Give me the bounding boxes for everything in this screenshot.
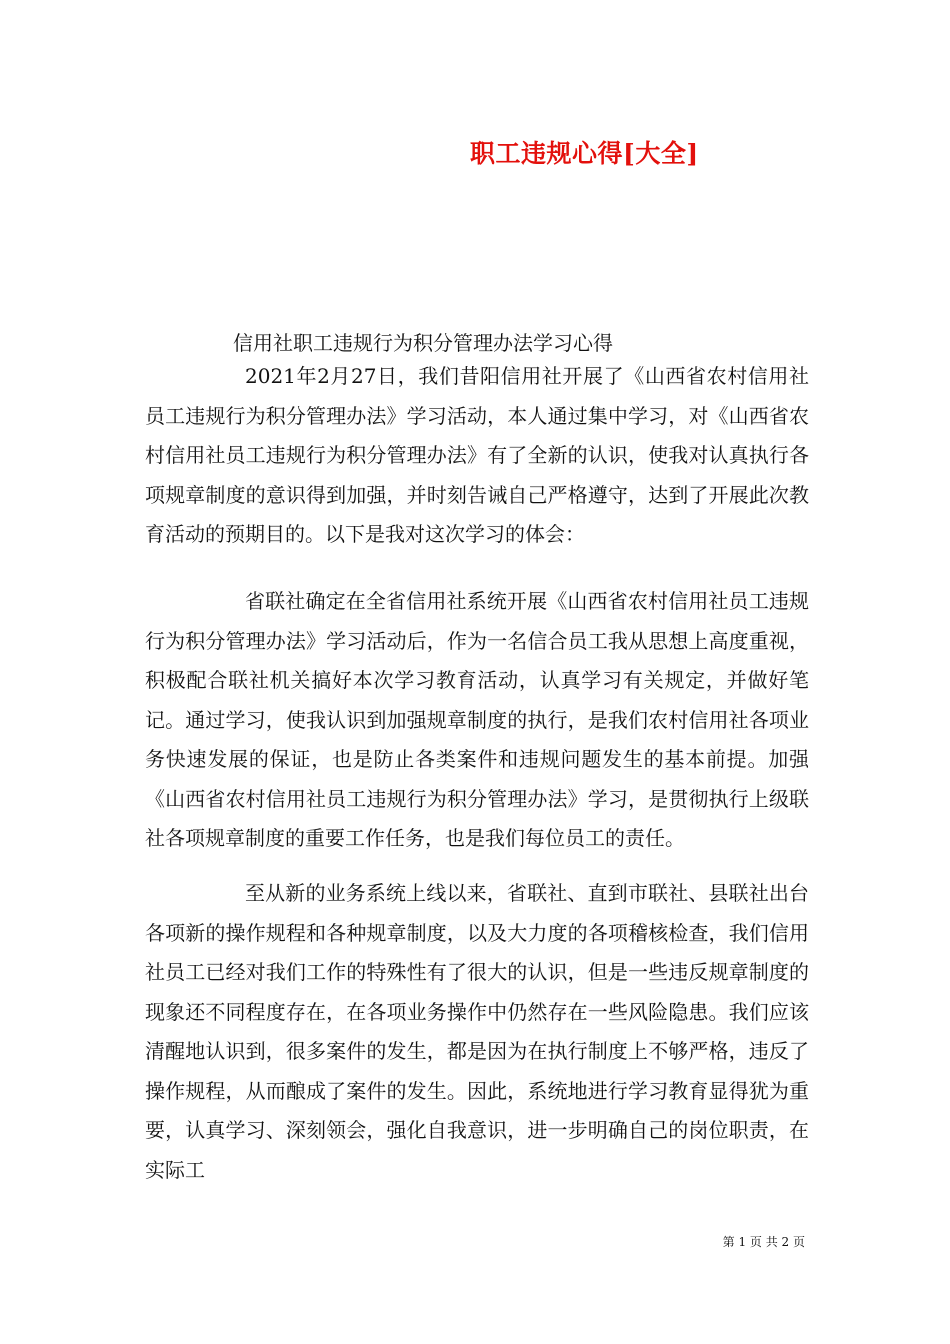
document-title: 职工违规心得[大全] (470, 139, 699, 168)
paragraph-3: 至从新的业务系统上线以来，省联社、直到市联社、县联社出台各项新的操作规程和各种规章制度，以及大力度的各项稽核检查，我们信用社员工已经对我们工作的特殊性有了很大的认识，但是一些违反规章制度的现象还不同程度存在，在各项业务操作中仍然存在一些风险隐患。我们应该清醒地认识到，很多案件的发生，都是因为在执行制度上不够严格，违反了操作规程，从而酿成了案件的发生。因此，系统地进行学习教育显得犹为重要，认真学习、深刻领会，强化自我意识，进一步明确自己的岗位职责，在实际工 (145, 881, 809, 1182)
page-number-footer: 第 1 页 共 2 页 (722, 1235, 805, 1249)
document-subtitle: 信用社职工违规行为积分管理办法学习心得 (233, 331, 613, 355)
paragraph-2: 省联社确定在全省信用社系统开展《山西省农村信用社员工违规行为积分管理办法》学习活动后，作为一名信合员工我从思想上高度重视，积极配合联社机关搞好本次学习教育活动，认真学习有关规定，并做好笔记。通过学习，使我认识到加强规章制度的执行，是我们农村信用社各项业务快速发展的保证，也是防止各类案件和违规问题发生的基本前提。加强《山西省农村信用社员工违规行为积分管理办法》学习，是贯彻执行上级联社各项规章制度的重要工作任务，也是我们每位员工的责任。 (145, 589, 809, 850)
paragraph-1: 2021年2月27日，我们昔阳信用社开展了《山西省农村信用社员工违规行为积分管理办法》学习活动，本人通过集中学习，对《山西省农村信用社员工违规行为积分管理办法》有了全新的认识，使我对认真执行各项规章制度的意识得到加强，并时刻告诫自己严格遵守，达到了开展此次教育活动的预期目的。以下是我对这次学习的体会： (145, 364, 809, 546)
